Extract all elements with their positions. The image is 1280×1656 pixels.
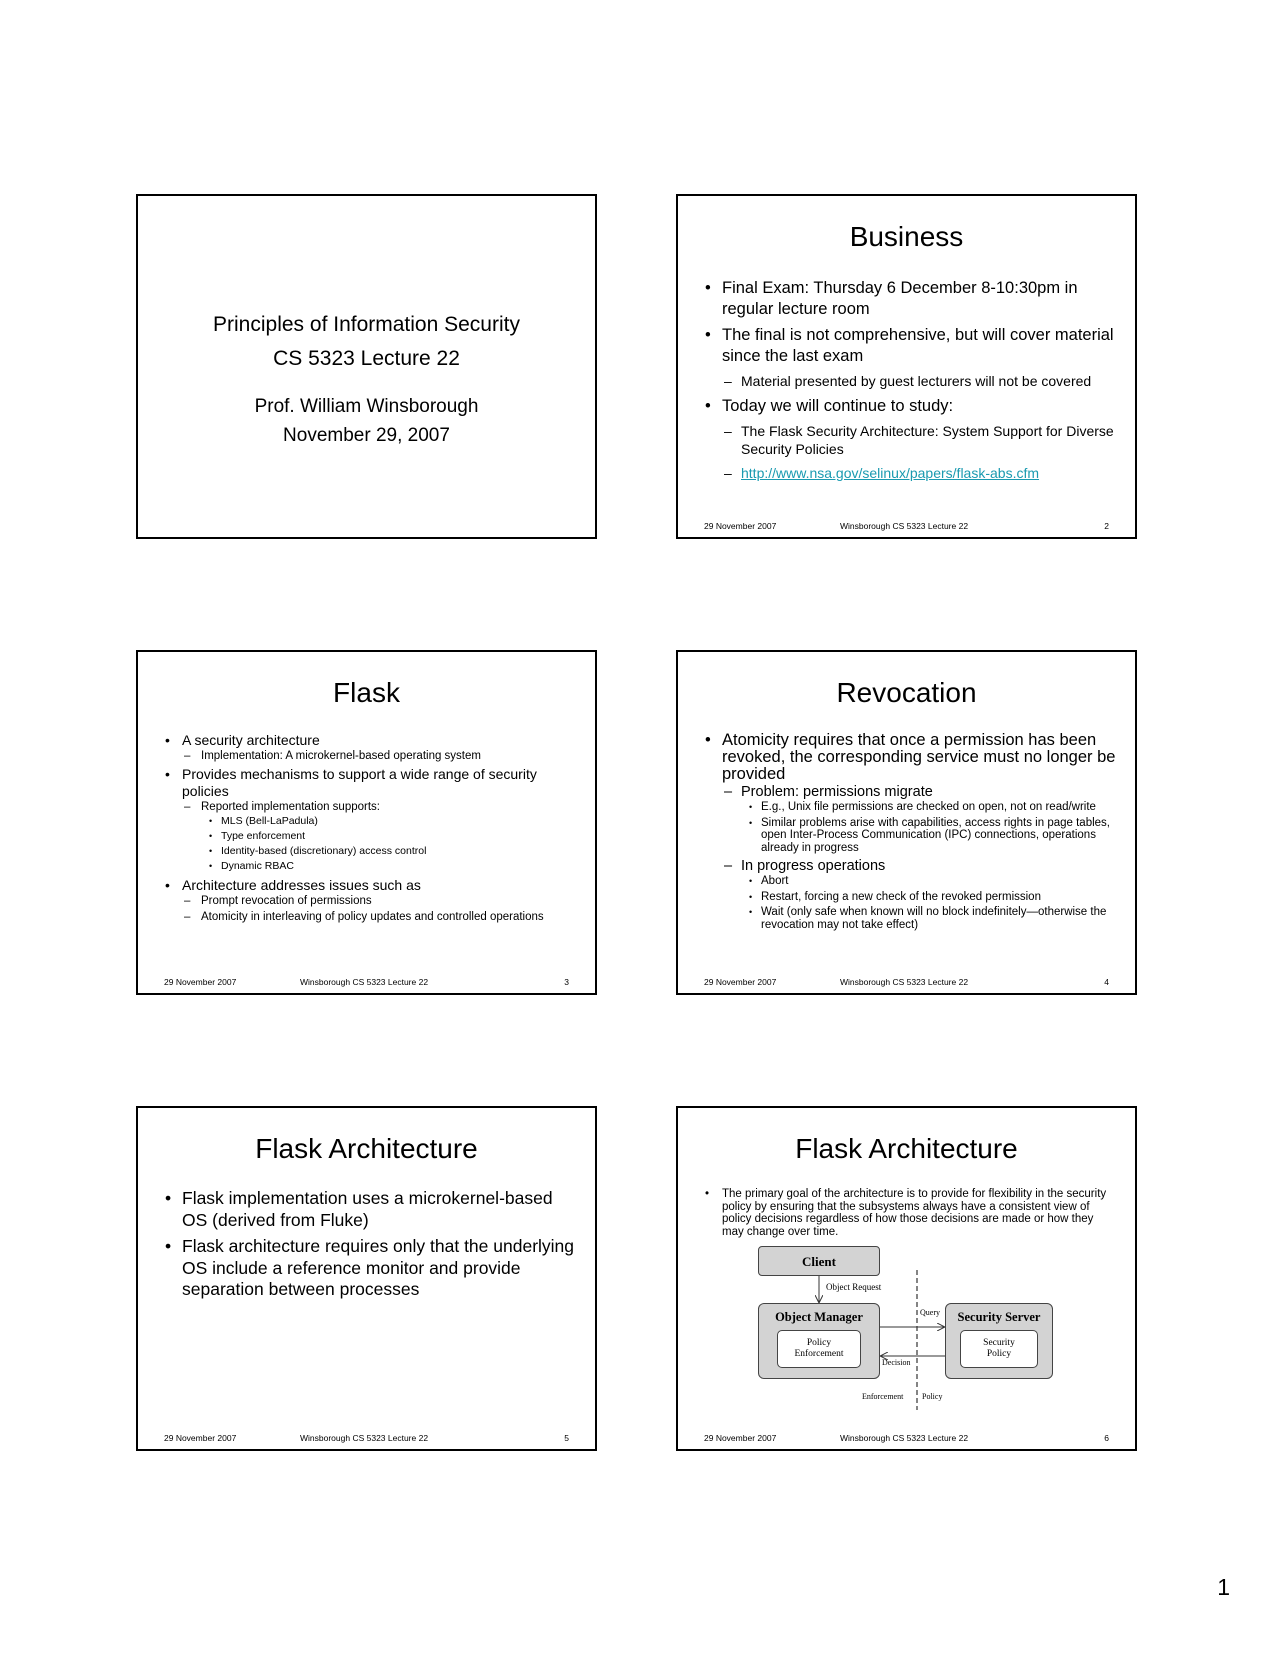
bullet: • Provides mechanisms to support a wide range of security policies [164, 766, 577, 800]
slide-title: Business [849, 221, 964, 252]
footer-date: 29 November 2007 [704, 1433, 777, 1443]
slide-number: 5 [564, 1433, 569, 1443]
slide-5-flask-architecture [136, 1106, 597, 1451]
query-label: Query [920, 1308, 940, 1317]
sub-bullet: – The Flask Security Architecture: System Support for Diverse Security Policies [704, 422, 1117, 458]
security-server-label: Security Server [957, 1310, 1041, 1324]
security-policy-label: Security Policy [983, 1338, 1015, 1359]
sub-bullet-link [704, 464, 1117, 482]
slide-number: 4 [1104, 977, 1109, 987]
sub-bullet: – Prompt revocation of permissions [164, 894, 577, 908]
lecture-date: November 29, 2007 [283, 425, 450, 446]
slide-number: 3 [564, 977, 569, 987]
footer-date: 29 November 2007 [704, 977, 777, 987]
policy-enforcement-box [777, 1330, 861, 1368]
slide-2-business [676, 194, 1137, 539]
footer-course: Winsborough CS 5323 Lecture 22 [300, 977, 429, 987]
bullet: • A security architecture [164, 732, 577, 749]
sub-bullet: – Reported implementation supports: [164, 800, 577, 814]
sub-sub-bullet: • Dynamic RBAC [164, 859, 577, 874]
sub-sub-bullet: • MLS (Bell-LaPadula) [164, 814, 577, 829]
enforcement-label: Enforcement [862, 1392, 904, 1401]
slide-number: 2 [1104, 521, 1109, 531]
footer-course: Winsborough CS 5323 Lecture 22 [300, 1433, 429, 1443]
slide-3-flask [136, 650, 597, 995]
bullet: • The final is not comprehensive, but will cover material since the last exam [704, 325, 1117, 367]
object-request-label: Object Request [826, 1282, 882, 1292]
bullet: • Architecture addresses issues such as [164, 877, 577, 894]
bullet: • Flask architecture requires only that the underlying OS include a reference monitor and provide separation between processes [164, 1236, 577, 1301]
sub-sub-bullet: • E.g., Unix file permissions are checked on open, not on read/write [704, 801, 1117, 814]
page-number: 1 [1217, 1574, 1230, 1600]
slide-number: 6 [1104, 1433, 1109, 1443]
sub-sub-bullet: • Identity-based (discretionary) access control [164, 844, 577, 859]
object-manager-label: Object Manager [775, 1310, 863, 1324]
sub-bullet: – Problem: permissions migrate [704, 783, 1117, 801]
footer-date: 29 November 2007 [164, 977, 237, 987]
security-server-box [945, 1303, 1053, 1379]
bullet: • The primary goal of the architecture is to provide for flexibility in the security policy by ensuring that the subsystems always have a consistent view of policy decisions regardless of how those decisions are made or how they may change over time. [704, 1188, 1117, 1238]
sub-bullet: – Implementation: A microkernel-based operating system [164, 749, 577, 763]
slide-body [704, 1188, 1117, 1238]
sub-sub-bullet: • Similar problems arise with capabilities, access rights in page tables, open Inter-Process Communication (IPC) connections, operations already in progress [704, 817, 1117, 855]
footer-course: Winsborough CS 5323 Lecture 22 [840, 521, 969, 531]
sub-bullet: – Atomicity in interleaving of policy updates and controlled operations [164, 910, 577, 924]
slide-body [164, 1188, 577, 1306]
author: Prof. William Winsborough [254, 396, 479, 417]
security-policy-box [960, 1330, 1038, 1368]
client-box: Client [758, 1246, 880, 1276]
footer-course: Winsborough CS 5323 Lecture 22 [840, 977, 969, 987]
sub-bullet: – In progress operations [704, 857, 1117, 875]
slide-title: Flask Architecture [795, 1133, 1018, 1164]
slide-body [704, 732, 1117, 934]
object-manager-box [758, 1303, 880, 1379]
footer-date: 29 November 2007 [704, 521, 777, 531]
bullet: • Flask implementation uses a microkernel-based OS (derived from Fluke) [164, 1188, 577, 1231]
course-title: Principles of Information Security [213, 313, 520, 336]
sub-sub-bullet: • Abort [704, 875, 1117, 888]
footer-date: 29 November 2007 [164, 1433, 237, 1443]
policy-label: Policy [922, 1392, 943, 1401]
slide-body [704, 278, 1117, 488]
bullet: • Today we will continue to study: [704, 396, 1117, 417]
sub-sub-bullet: • Wait (only safe when known will no block indefinitely—otherwise the revocation may not take effect) [704, 906, 1117, 931]
footer-course: Winsborough CS 5323 Lecture 22 [840, 1433, 969, 1443]
policy-enforcement-label: Policy Enforcement [794, 1338, 844, 1359]
sub-sub-bullet: • Type enforcement [164, 829, 577, 844]
bullet: • Final Exam: Thursday 6 December 8-10:30pm in regular lecture room [704, 278, 1117, 320]
flask-architecture-diagram [758, 1246, 1068, 1410]
lecture-number: CS 5323 Lecture 22 [273, 347, 460, 370]
decision-label: Decision [882, 1358, 911, 1367]
slide-title: Flask [333, 677, 400, 708]
sub-bullet: – Material presented by guest lecturers will not be covered [704, 372, 1117, 390]
bullet: • Atomicity requires that once a permission has been revoked, the corresponding service must no longer be provided [704, 732, 1117, 783]
sub-sub-bullet: • Restart, forcing a new check of the revoked permission [704, 891, 1117, 904]
slide-body [164, 732, 577, 924]
slide-6-flask-architecture-diagram [676, 1106, 1137, 1451]
slide-4-revocation [676, 650, 1137, 995]
slide-title: Revocation [836, 677, 977, 708]
flask-paper-link[interactable]: http://www.nsa.gov/selinux/papers/flask-abs.cfm [741, 465, 1040, 481]
slide-title: Flask Architecture [255, 1133, 478, 1164]
slide-1-title [136, 194, 597, 539]
